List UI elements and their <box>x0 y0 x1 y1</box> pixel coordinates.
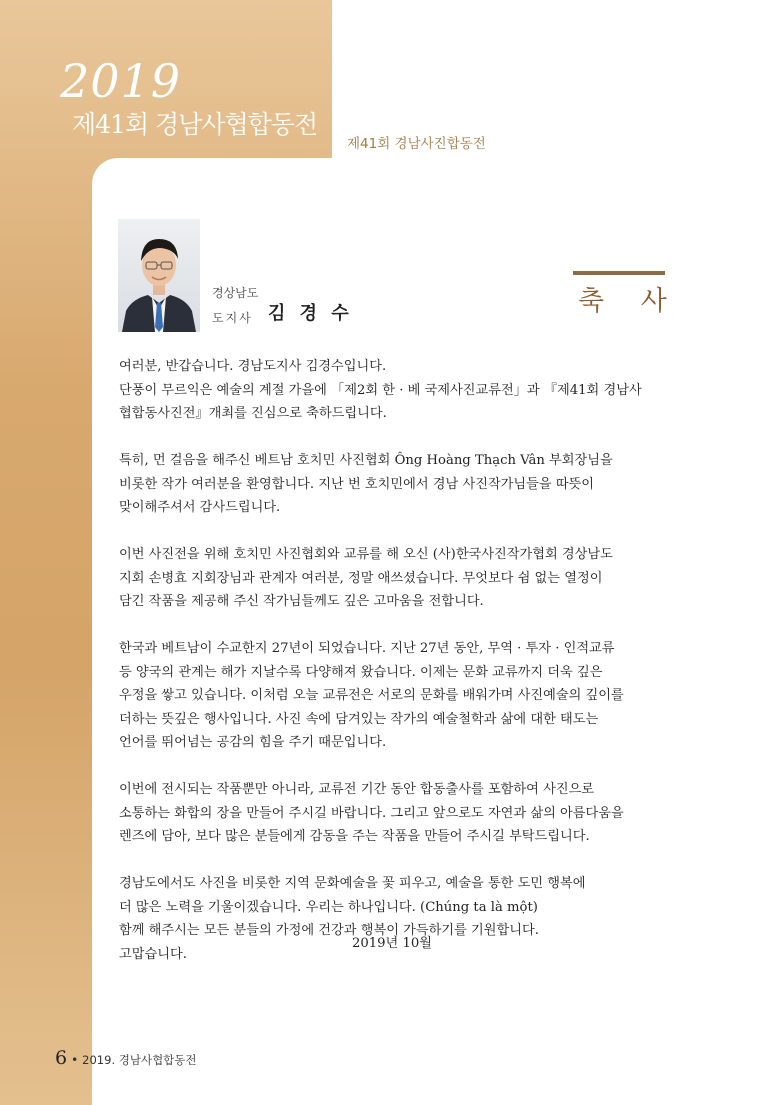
page-heading: 축 사 <box>578 286 681 317</box>
text-line: 언어를 뛰어넘는 공감의 힘을 주기 때문입니다. <box>119 735 387 750</box>
paragraph <box>119 543 664 614</box>
page-footer <box>55 1049 197 1068</box>
heading-rule <box>573 271 665 275</box>
footer-label: 2019. 경남사협합동전 <box>82 1053 197 1067</box>
paragraph <box>119 872 664 966</box>
text-line: 렌즈에 담아, 보다 많은 분들에게 감동을 주는 작품을 만들어 주시길 부탁드립니다. <box>119 829 590 844</box>
text-line: 등 양국의 관계는 해가 지날수록 다양해져 왔습니다. 이제는 문화 교류까지 더욱 깊은 <box>119 664 603 680</box>
text-line: 소통하는 화합의 장을 만들어 주시길 바랍니다. 그리고 앞으로도 자연과 삶의 아름다움을 <box>119 805 624 821</box>
text-line: 단풍이 무르익은 예술의 계절 가을에 「제2회 한 · 베 국제사진교류전」과 『제41회 경남사 <box>119 382 642 398</box>
text-line: 이번 사진전을 위해 호치민 사진협회와 교류를 해 오신 (사)한국사진작가협회 경상남도 <box>119 547 613 562</box>
text-line: 우정을 쌓고 있습니다. 이처럼 오늘 교류전은 서로의 문화를 배워가며 사진예술의 깊이를 <box>119 688 624 703</box>
text-line: 비롯한 작가 여러분을 환영합니다. 지난 번 호치민에서 경남 사진작가님들을 따뜻이 <box>119 476 595 492</box>
signer-name: 김 경 수 <box>268 303 353 324</box>
text-line: 지회 손병효 지회장님과 관계자 여러분, 정말 애쓰셨습니다. 무엇보다 쉼 없는 열정이 <box>119 570 603 586</box>
text-line: 더하는 뜻깊은 행사입니다. 사진 속에 담겨있는 작가의 예술철학과 삶에 대한 태도는 <box>119 711 599 727</box>
text-line: 고맙습니다. <box>119 946 187 962</box>
text-line: 이번에 전시되는 작품뿐만 아니라, 교류전 기간 동안 합동출사를 포함하여 사진으로 <box>119 782 595 797</box>
text-line: 한국과 베트남이 수교한지 27년이 되었습니다. 지난 27년 동안, 무역 · 투자 · 인적교류 <box>119 641 615 656</box>
text-line: 특히, 먼 걸음을 해주신 베트남 호치민 사진협회 Ông Hoàng Thạch Vân 부회장님을 <box>119 453 613 468</box>
text-line: 더 많은 노력을 기울이겠습니다. 우리는 하나입니다. (Chúng ta là một) <box>119 899 538 915</box>
text-line: 함께 해주시는 모든 분들의 가정에 건강과 행복이 가득하기를 기원합니다. <box>119 923 539 938</box>
header-title: 제41회 경남사협합동전 <box>72 110 318 139</box>
text-line: 담긴 작품을 제공해 주신 작가님들께도 깊은 고마움을 전합니다. <box>119 594 484 609</box>
text-line: 여러분, 반갑습니다. 경남도지사 김경수입니다. <box>119 359 387 374</box>
paragraph <box>119 778 664 849</box>
signer-position: 도지사 <box>212 311 253 325</box>
letter-body <box>119 355 664 990</box>
paragraph <box>119 449 664 520</box>
page-number: 6 <box>55 1047 68 1069</box>
paragraph <box>119 637 664 755</box>
paragraph <box>119 355 664 426</box>
letter-date: 2019년 10월 <box>352 936 433 951</box>
text-line: 협합동사진전』개최를 진심으로 축하드립니다. <box>119 406 387 421</box>
header-subtitle: 제41회 경남사진합동전 <box>347 136 486 152</box>
footer-bullet: • <box>71 1053 79 1067</box>
text-line: 경남도에서도 사진을 비롯한 지역 문화예술을 꽃 피우고, 예술을 통한 도민 행복에 <box>119 876 586 891</box>
text-line: 맞이해주셔서 감사드립니다. <box>119 500 281 515</box>
header-year: 2019 <box>60 54 182 108</box>
signer-organization: 경상남도 <box>212 286 259 300</box>
signer-portrait-photo <box>118 219 200 332</box>
